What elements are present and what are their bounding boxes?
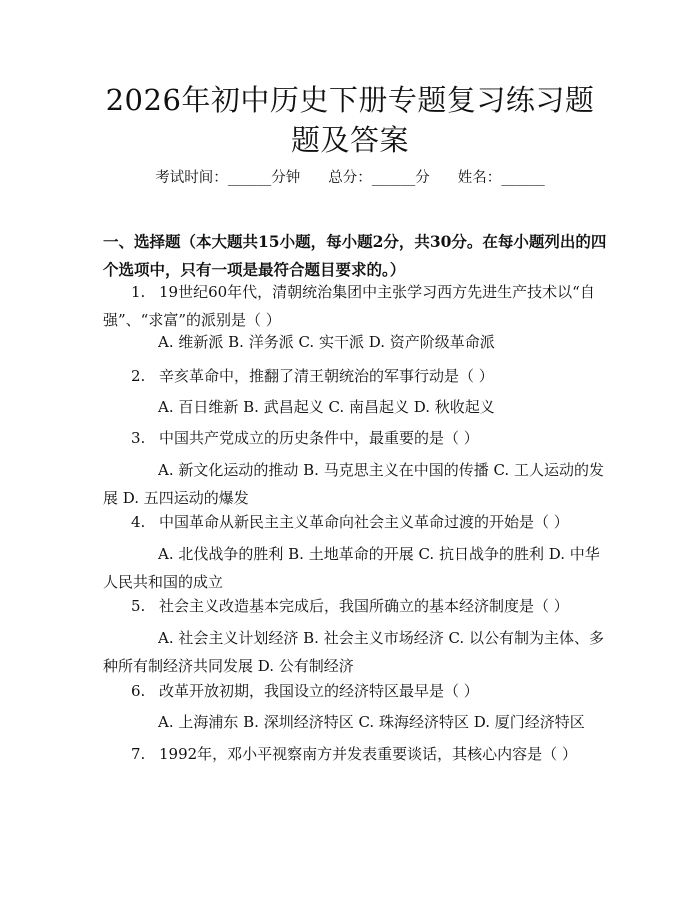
exam-meta: [0, 168, 700, 188]
question-number: 7.: [131, 745, 146, 763]
question-text: 社会主义改造基本完成后，我国所确立的基本经济制度是（ ）: [159, 597, 569, 615]
question-5-options: A. 社会主义计划经济 B. 社会主义市场经济 C. 以公有制为主体、多种所有制经济共同发展 D. 公有制经济: [103, 629, 604, 675]
question-7: [103, 740, 613, 768]
student-name-field: 姓名：______: [457, 170, 545, 186]
question-1-options: A. 维新派 B. 洋务派 C. 实干派 D. 资产阶级革命派: [158, 333, 495, 351]
question-text: 1992年，邓小平视察南方并发表重要谈话，其核心内容是（ ）: [159, 745, 577, 763]
question-3-options: A. 新文化运动的推动 B. 马克思主义在中国的传播 C. 工人运动的发展 D. 五四运动的爆发: [103, 461, 604, 507]
section-heading: 一、选择题（本大题共15小题，每小题2分，共30分。在每小题列出的四个选项中，只有一项是最符合题目要求的。）: [103, 232, 607, 279]
question-6-options: A. 上海浦东 B. 深圳经济特区 C. 珠海经济特区 D. 厦门经济特区: [158, 713, 585, 731]
question-6: [103, 677, 613, 705]
question-number: 6.: [131, 682, 146, 700]
question-number: 1.: [131, 283, 146, 301]
question-text: 改革开放初期，我国设立的经济特区最早是（ ）: [159, 682, 479, 700]
question-text: 中国革命从新民主主义革命向社会主义革命过渡的开始是（ ）: [159, 513, 569, 531]
question-number: 5.: [131, 597, 146, 615]
question-text: 19世纪60年代，清朝统治集团中主张学习西方先进生产技术以“自强”、“求富”的派别是（ ）: [103, 283, 595, 329]
question-number: 4.: [131, 513, 146, 531]
question-4-options: A. 北伐战争的胜利 B. 土地革命的开展 C. 抗日战争的胜利 D. 中华人民共和国的成立: [103, 545, 600, 591]
question-text: 辛亥革命中，推翻了清王朝统治的军事行动是（ ）: [159, 367, 494, 385]
question-number: 2.: [131, 367, 146, 385]
total-score-field: 总分：______分: [328, 170, 430, 186]
question-5: [103, 592, 613, 620]
question-2: [103, 362, 613, 390]
question-number: 3.: [131, 429, 146, 447]
question-text: 中国共产党成立的历史条件中，最重要的是（ ）: [159, 429, 479, 447]
question-3: [103, 424, 613, 452]
question-1: [103, 278, 613, 334]
exam-time-field: 考试时间：______分钟: [155, 170, 301, 186]
question-4: [103, 508, 613, 536]
page-title: 2026年初中历史下册专题复习练习题题及答案: [105, 83, 595, 157]
question-2-options: A. 百日维新 B. 武昌起义 C. 南昌起义 D. 秋收起义: [158, 398, 495, 416]
